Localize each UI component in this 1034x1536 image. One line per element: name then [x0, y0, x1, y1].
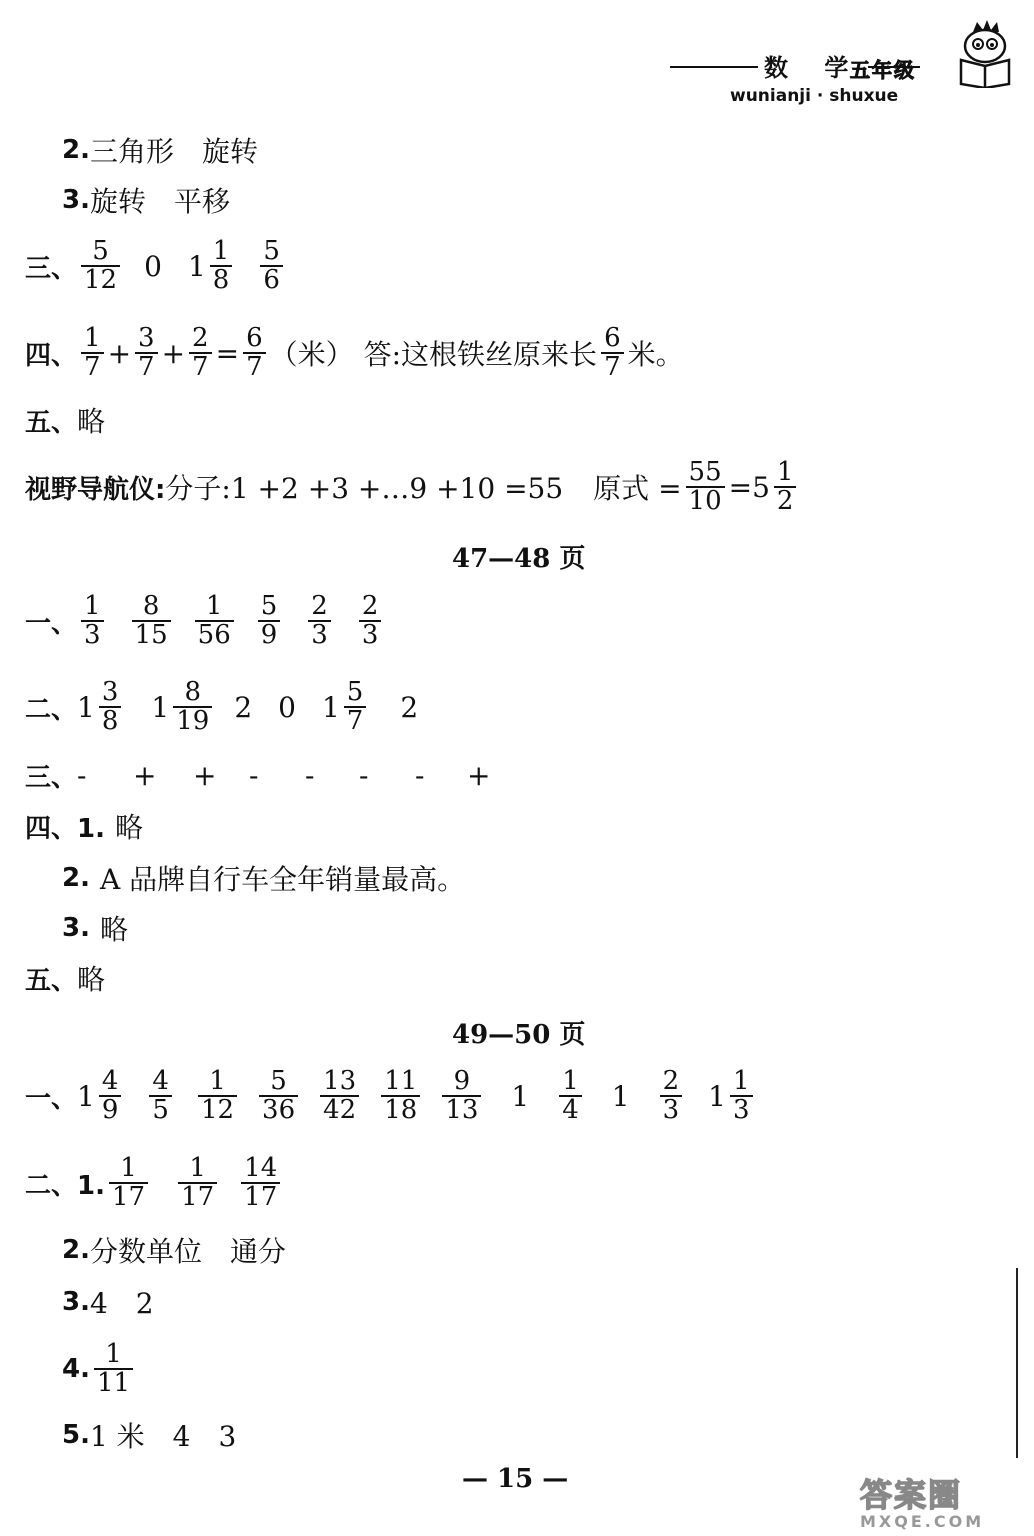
watermark-url: MXQE.COM [860, 1512, 985, 1531]
denominator: 3 [359, 620, 382, 649]
denominator: 7 [601, 352, 624, 381]
sign: - [77, 758, 87, 792]
numerator: 1 [209, 1065, 226, 1096]
item-label: 2. [62, 135, 90, 165]
numerator: 1 [732, 1065, 750, 1096]
line-2 [62, 130, 258, 170]
section-label: 二、 [25, 694, 78, 725]
denominator: 4 [559, 1095, 582, 1124]
sign: + [193, 758, 217, 792]
denominator: 11 [94, 1368, 133, 1397]
answer-text: 分子:1 +2 +3 +…9 +10 =55 [165, 472, 564, 505]
fraction [381, 1065, 420, 1125]
value: 0 [144, 249, 162, 283]
fraction [109, 1152, 148, 1212]
numerator: 2 [192, 322, 209, 353]
answer-text: 米。 [627, 338, 684, 371]
value: 1 [611, 1079, 630, 1113]
denominator: 17 [241, 1182, 280, 1211]
denominator: 15 [132, 620, 171, 649]
item-label: 5. [62, 1420, 90, 1450]
line-yi [25, 590, 385, 652]
numerator: 8 [142, 590, 160, 621]
fraction [686, 456, 725, 516]
line-er-2 [62, 1230, 286, 1270]
section-title: 49—50 页 [452, 1020, 586, 1050]
header-grade: 五年级 [850, 58, 916, 82]
sign: - [249, 758, 259, 792]
section-label: 四、1. [25, 813, 105, 844]
answer-text: 旋转 平移 [89, 185, 230, 218]
sign: - [305, 758, 315, 792]
watermark-logo [860, 1478, 1030, 1534]
operator: + [107, 336, 132, 370]
line-wu-2 [25, 958, 105, 998]
fraction [344, 676, 367, 736]
fraction [260, 235, 283, 295]
denominator: 17 [178, 1182, 217, 1211]
line-3 [62, 180, 230, 220]
denominator: 7 [243, 352, 266, 381]
answer-text: 略 [99, 913, 128, 946]
fraction [241, 1152, 280, 1212]
fraction [258, 590, 281, 650]
numerator: 1 [776, 456, 794, 487]
line-san-signs [25, 755, 490, 795]
header [700, 40, 1020, 110]
line-si-1 [25, 806, 143, 846]
whole-part: 1 [151, 690, 170, 724]
numerator: 1 [189, 1152, 206, 1183]
sign: + [133, 758, 157, 792]
answer-text: 三角形 旋转 [89, 135, 258, 168]
numerator: 5 [346, 676, 364, 707]
fraction [132, 590, 171, 650]
denominator: 2 [774, 486, 797, 515]
fraction [774, 456, 797, 516]
value: 1 [511, 1079, 530, 1113]
numerator: 4 [152, 1065, 169, 1096]
denominator: 19 [173, 706, 212, 735]
fraction [442, 1065, 481, 1125]
answer-text: A 品牌自行车全年销量最高。 [99, 863, 466, 896]
numerator: 1 [84, 322, 101, 353]
numerator: 6 [246, 322, 263, 353]
header-pinyin: wunianji · shuxue [730, 86, 899, 106]
line-er-4 [62, 1338, 137, 1400]
value: 0 [278, 690, 296, 724]
numerator: 2 [662, 1065, 680, 1096]
item-label: 3. [62, 913, 90, 943]
numerator: 14 [244, 1152, 278, 1183]
denominator: 8 [210, 265, 233, 294]
numerator: 9 [453, 1065, 471, 1096]
answer-text: 原式 = [593, 472, 682, 505]
denominator: 7 [189, 352, 212, 381]
section-label: 二、1. [25, 1170, 105, 1201]
denominator: 5 [149, 1095, 172, 1124]
numerator: 3 [138, 322, 155, 353]
denominator: 18 [381, 1095, 420, 1124]
line-er-5 [62, 1415, 236, 1455]
numerator: 13 [323, 1065, 357, 1096]
fraction [660, 1065, 683, 1125]
item-label: 3. [62, 185, 90, 215]
denominator: 9 [99, 1095, 122, 1124]
denominator: 9 [258, 620, 281, 649]
line-wu [25, 400, 105, 440]
answer-text: 1 米 4 3 [89, 1420, 237, 1453]
fraction [81, 235, 120, 295]
whole-part: 1 [187, 249, 206, 283]
numerator: 2 [361, 590, 379, 621]
numerator: 8 [184, 676, 202, 707]
fraction [730, 1065, 753, 1125]
fraction [135, 322, 158, 382]
unit: （米） [269, 338, 354, 371]
numerator: 5 [270, 1065, 287, 1096]
section-label: 一、 [25, 1083, 78, 1114]
answer-text: 略 [77, 405, 106, 438]
line-si [25, 323, 684, 383]
watermark-text: 答案圈 [860, 1476, 963, 1514]
fraction [198, 1065, 237, 1125]
section-label: 一、 [25, 608, 78, 639]
item-label: 3. [62, 1287, 90, 1317]
numerator: 5 [263, 235, 280, 266]
header-subject: 数 学 [758, 48, 868, 83]
denominator: 7 [344, 706, 367, 735]
fraction [99, 1065, 122, 1125]
numerator: 6 [604, 322, 621, 353]
line-er-1 [25, 1152, 284, 1214]
answer-text: 答:这根铁丝原来长 [363, 338, 598, 371]
operator: = [215, 336, 240, 370]
numerator: 1 [105, 1338, 122, 1369]
answer-text: 略 [77, 963, 106, 996]
numerator: 1 [562, 1065, 579, 1096]
denominator: 3 [660, 1095, 683, 1124]
numerator: 55 [688, 456, 722, 487]
answer-text: 略 [114, 811, 143, 844]
sign: + [467, 758, 491, 792]
fraction [308, 590, 331, 650]
line-er-3 [62, 1282, 154, 1322]
fraction [99, 676, 122, 736]
denominator: 8 [99, 706, 122, 735]
item-label: 4. [62, 1354, 90, 1384]
page-number: — 15 — [462, 1464, 569, 1494]
answer-text: =5 [728, 470, 770, 504]
margin-rule [1016, 1268, 1018, 1458]
whole-part: 1 [708, 1079, 726, 1113]
denominator: 10 [686, 486, 725, 515]
fraction [81, 590, 104, 650]
line-san [25, 236, 287, 296]
denominator: 3 [730, 1095, 753, 1124]
fraction [320, 1065, 359, 1125]
denominator: 12 [81, 265, 120, 294]
fraction [243, 322, 266, 382]
answer-text: 4 2 [89, 1287, 154, 1320]
denominator: 42 [320, 1095, 359, 1124]
value: 2 [234, 690, 253, 724]
denominator: 3 [81, 620, 104, 649]
fraction [149, 1065, 172, 1125]
numerator: 4 [101, 1065, 119, 1096]
fraction [601, 322, 624, 382]
item-label: 2. [62, 1235, 90, 1265]
section-label: 三、 [25, 762, 78, 793]
numerator: 11 [384, 1065, 418, 1096]
whole-part: 1 [77, 690, 95, 724]
fraction [359, 590, 382, 650]
numerator: 3 [101, 676, 119, 707]
line-shiye [25, 455, 800, 519]
value: 2 [400, 690, 419, 724]
numerator: 5 [260, 590, 278, 621]
fraction [94, 1338, 133, 1398]
line-si-2 [62, 858, 465, 898]
line-yi-2 [25, 1065, 757, 1127]
denominator: 6 [260, 265, 283, 294]
denominator: 3 [308, 620, 331, 649]
value: 1 [77, 1079, 95, 1113]
item-label: 2. [62, 863, 90, 893]
fraction [259, 1065, 298, 1125]
section-label: 四、 [25, 340, 78, 371]
whole-part: 1 [321, 690, 340, 724]
numerator: 1 [205, 590, 223, 621]
numerator: 2 [311, 590, 328, 621]
fraction [178, 1152, 217, 1212]
mascot-book-icon [955, 20, 1015, 88]
fraction [173, 676, 212, 736]
denominator: 17 [109, 1182, 148, 1211]
denominator: 36 [259, 1095, 298, 1124]
numerator: 1 [120, 1152, 137, 1183]
fraction [559, 1065, 582, 1125]
section-label: 五、 [25, 965, 78, 996]
section-label: 五、 [25, 407, 78, 438]
numerator: 5 [92, 235, 109, 266]
numerator: 1 [212, 235, 230, 266]
fraction [210, 235, 233, 295]
denominator: 12 [198, 1095, 237, 1124]
denominator: 13 [442, 1095, 481, 1124]
section-label: 三、 [25, 253, 78, 284]
fraction [189, 322, 212, 382]
denominator: 7 [81, 352, 104, 381]
denominator: 7 [135, 352, 158, 381]
numerator: 1 [84, 590, 101, 621]
denominator: 56 [195, 620, 234, 649]
fraction [81, 322, 104, 382]
section-label: 视野导航仪: [25, 474, 166, 505]
sign: - [359, 758, 369, 792]
sign: - [415, 758, 425, 792]
section-title: 47—48 页 [452, 544, 586, 574]
fraction [195, 590, 234, 650]
operator: + [161, 336, 186, 370]
line-er [25, 676, 418, 738]
answer-text: 分数单位 通分 [89, 1235, 286, 1268]
line-si-3 [62, 908, 128, 948]
